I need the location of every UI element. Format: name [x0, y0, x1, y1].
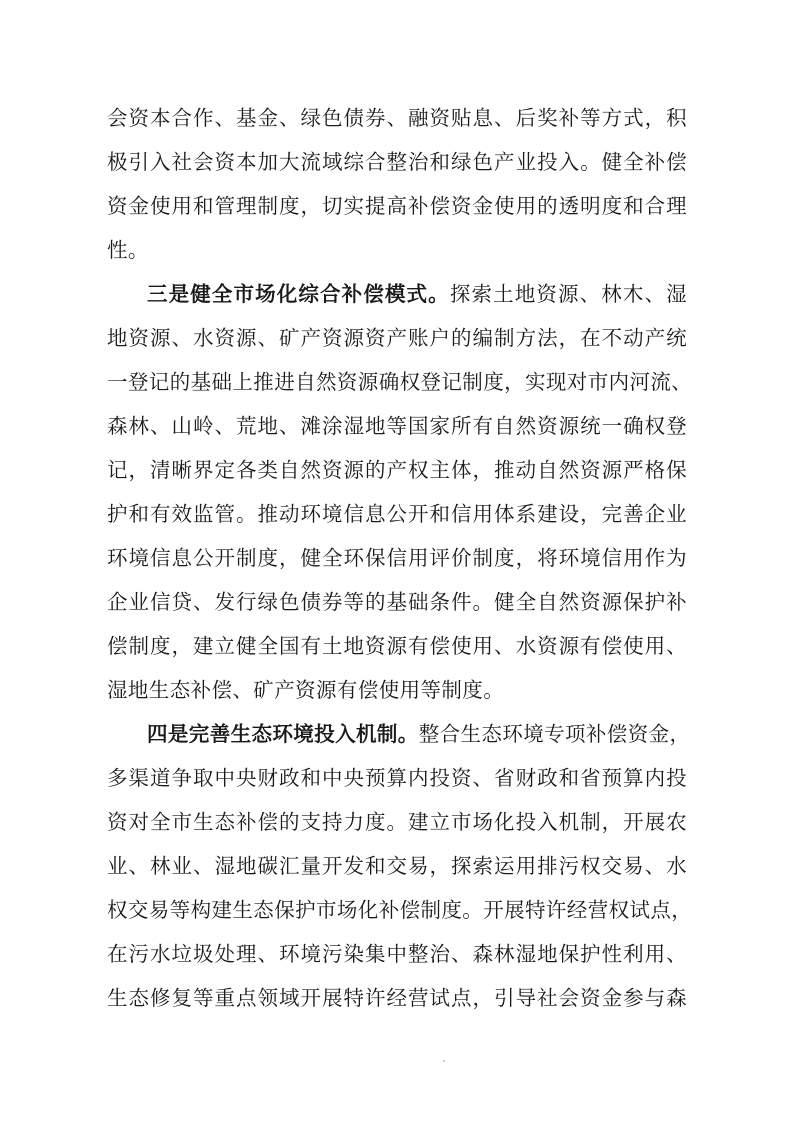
paragraph-line: 在污水垃圾处理、环境污染集中整治、森林湿地保护性利用、	[107, 942, 687, 966]
paragraph-line: 生态修复等重点领域开展特许经营试点，引导社会资金参与森	[107, 986, 687, 1010]
paragraph-line: 环境信息公开制度，健全环保信用评价制度，将环境信用作为	[107, 546, 687, 570]
paragraph-line: 记，清晰界定各类自然资源的产权主体，推动自然资源严格保	[107, 458, 687, 482]
section4-first-line	[147, 712, 691, 756]
paragraph-line: 护和有效监管。推动环境信息公开和信用体系建设，完善企业	[107, 502, 687, 526]
paragraph-line: 多渠道争取中央财政和中央预算内投资、省财政和省预算内投	[107, 766, 687, 790]
paragraph-line: 极引入社会资本加大流域综合整治和绿色产业投入。健全补偿	[107, 150, 687, 174]
paragraph-line: 业、林业、湿地碳汇量开发和交易，探索运用排污权交易、水	[107, 854, 687, 878]
section3-heading: 三是健全市场化综合补偿模式。	[147, 282, 450, 306]
paragraph-line: 会资本合作、基金、绿色债券、融资贴息、后奖补等方式，积	[107, 106, 687, 130]
paragraph-line: 资金使用和管理制度，切实提高补偿资金使用的透明度和合理	[107, 194, 687, 218]
paragraph-line: 森林、山岭、荒地、滩涂湿地等国家所有自然资源统一确权登	[107, 414, 687, 438]
paragraph-line: 湿地生态补偿、矿产资源有偿使用等制度。	[107, 678, 505, 702]
paragraph-line: 性。	[107, 238, 149, 262]
section4-first-line-text: 整合生态环境专项补偿资金，	[418, 722, 691, 746]
scan-speck	[443, 1060, 445, 1062]
paragraph-line: 一登记的基础上推进自然资源确权登记制度，实现对市内河流、	[107, 370, 693, 394]
paragraph-line: 地资源、水资源、矿产资源资产账户的编制方法，在不动产统	[107, 326, 687, 350]
paragraph-line: 偿制度，建立健全国有土地资源有偿使用、水资源有偿使用、	[107, 634, 687, 658]
section3-first-line-text: 探索土地资源、林木、湿	[449, 282, 687, 306]
section3-first-line	[147, 272, 687, 316]
paragraph-line: 权交易等构建生态保护市场化补偿制度。开展特许经营权试点，	[107, 898, 693, 922]
section4-heading: 四是完善生态环境投入机制。	[147, 722, 419, 746]
paragraph-line: 资对全市生态补偿的支持力度。建立市场化投入机制，开展农	[107, 810, 687, 834]
paragraph-line: 企业信贷、发行绿色债券等的基础条件。健全自然资源保护补	[107, 590, 687, 614]
